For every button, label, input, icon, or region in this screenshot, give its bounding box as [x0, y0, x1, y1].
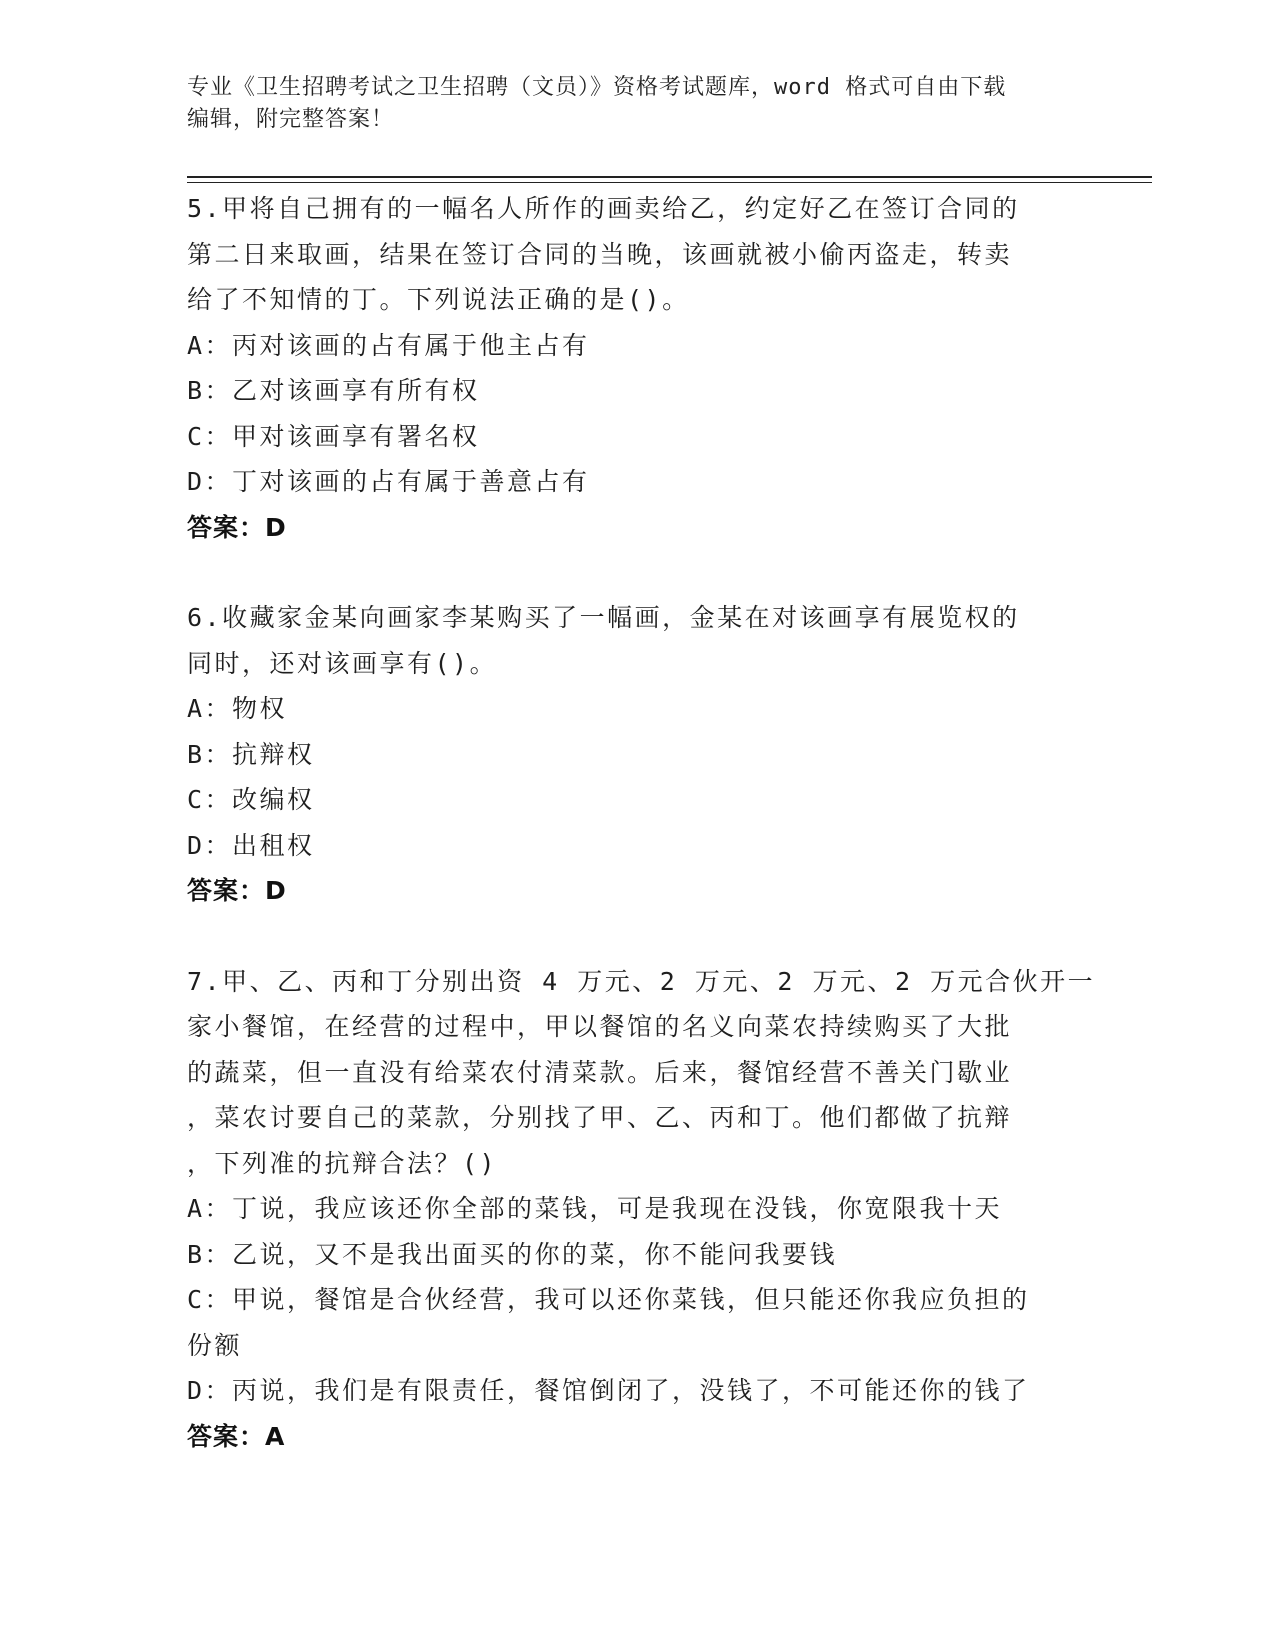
option-b: B：乙对该画享有所有权	[187, 376, 480, 405]
answer-label: 答案：A	[187, 1421, 286, 1451]
question-list	[187, 186, 1096, 1459]
question-block	[187, 595, 1077, 914]
option-c: C：改编权	[187, 785, 315, 814]
header-rule-thick	[187, 176, 1152, 178]
question-text-line: 第二日来取画，结果在签订合同的当晚，该画就被小偷丙盗走，转卖	[187, 239, 1013, 269]
answer-label: 答案：D	[187, 876, 287, 905]
option-a: A：丁说，我应该还你全部的菜钱，可是我现在没钱，你宽限我十天	[187, 1194, 1003, 1223]
question-text-line: 的蔬菜，但一直没有给菜农付清菜款。后来，餐馆经营不善关门歇业	[187, 1057, 1013, 1087]
option-c-continuation: 份额	[187, 1330, 243, 1360]
option-c: C：甲对该画享有署名权	[187, 421, 480, 451]
question-text-line: 7.甲、乙、丙和丁分别出资 4 万元、2 万元、2 万元、2 万元合伙开一	[187, 966, 1096, 996]
option-c: C：甲说，餐馆是合伙经营，我可以还你菜钱，但只能还你我应负担的	[187, 1285, 1030, 1314]
question-text-line: 6.收藏家金某向画家李某购买了一幅画，金某在对该画享有展览权的	[187, 603, 1020, 632]
option-d: D：丁对该画的占有属于善意占有	[187, 467, 590, 496]
option-a: A：丙对该画的占有属于他主占有	[187, 330, 590, 360]
question-block	[187, 186, 1077, 550]
question-spacer	[187, 914, 1077, 959]
header-rule-thin	[187, 182, 1152, 183]
option-b: B：乙说，又不是我出面买的你的菜，你不能问我要钱	[187, 1239, 838, 1269]
document-header: 专业《卫生招聘考试之卫生招聘（文员）》资格考试题库，word 格式可自由下载 编辑，附完整答案！	[187, 75, 1007, 132]
option-b: B：抗辩权	[187, 739, 315, 769]
option-d: D：出租权	[187, 830, 315, 860]
question-block	[187, 959, 1096, 1460]
question-text-line: ，菜农讨要自己的菜款，分别找了甲、乙、丙和丁。他们都做了抗辩	[187, 1103, 1013, 1132]
question-text-line: 家小餐馆，在经营的过程中，甲以餐馆的名义向菜农持续购买了大批	[187, 1012, 1013, 1041]
question-text-line: 同时，还对该画享有()。	[187, 648, 498, 678]
question-spacer	[187, 550, 1077, 595]
question-text-line: 给了不知情的丁。下列说法正确的是()。	[187, 285, 690, 314]
question-text-line: 5.甲将自己拥有的一幅名人所作的画卖给乙，约定好乙在签订合同的	[187, 194, 1020, 223]
answer-label: 答案：D	[187, 512, 287, 542]
option-d: D：丙说，我们是有限责任，餐馆倒闭了，没钱了，不可能还你的钱了	[187, 1376, 1030, 1405]
question-text-line: ，下列准的抗辩合法？()	[187, 1148, 498, 1178]
option-a: A：物权	[187, 694, 288, 723]
